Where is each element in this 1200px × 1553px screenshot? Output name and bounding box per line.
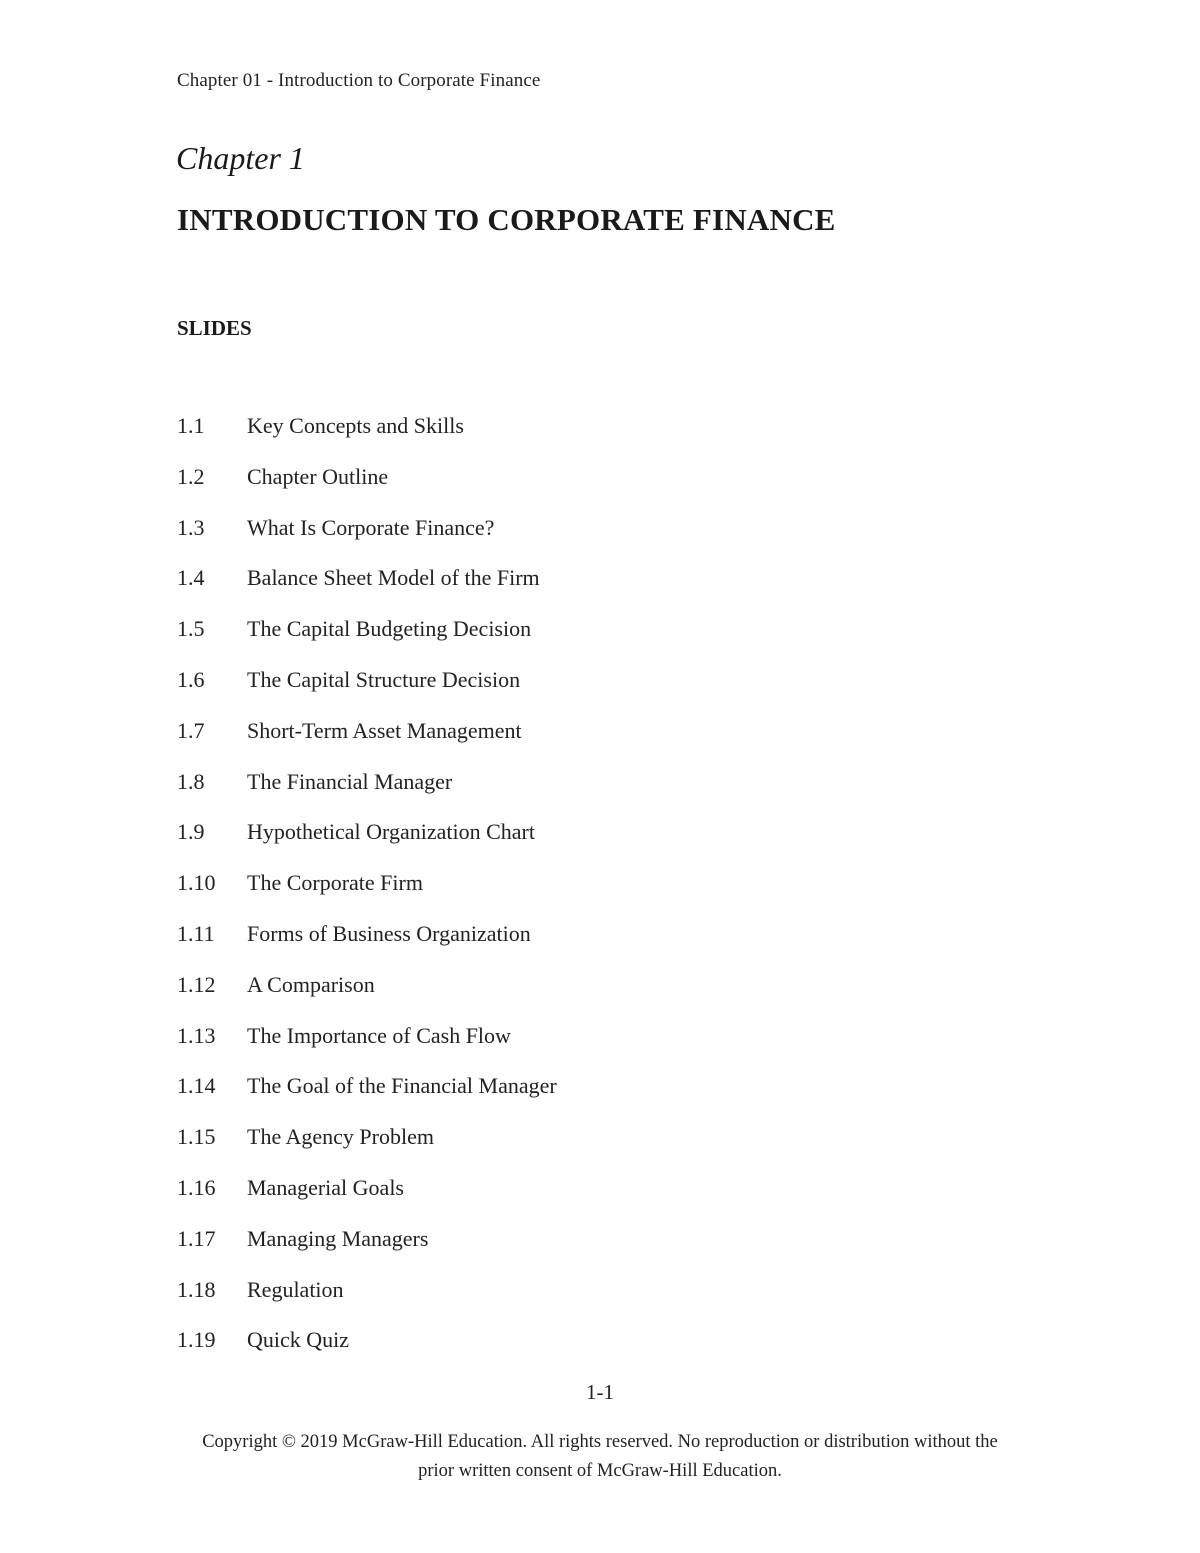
slide-number: 1.17 <box>177 1225 216 1251</box>
running-header: Chapter 01 - Introduction to Corporate Finance <box>177 70 541 91</box>
slide-title: The Capital Budgeting Decision <box>247 616 532 642</box>
chapter-title: INTRODUCTION TO CORPORATE FINANCE <box>177 202 836 237</box>
slide-number: 1.6 <box>177 666 205 692</box>
slide-title: The Capital Structure Decision <box>247 666 521 692</box>
slide-title: Managing Managers <box>247 1225 429 1251</box>
slide-title: Hypothetical Organization Chart <box>247 819 535 845</box>
slide-title: The Importance of Cash Flow <box>247 1022 511 1048</box>
copyright-notice <box>100 1428 1100 1486</box>
copyright-line-1: Copyright © 2019 McGraw-Hill Education. All rights reserved. No reproduction or distribution without the <box>202 1432 998 1452</box>
slide-number: 1.14 <box>177 1073 216 1099</box>
list-item <box>177 667 557 718</box>
list-item <box>177 1327 557 1378</box>
list-item <box>177 1124 557 1175</box>
slide-number: 1.11 <box>177 920 215 946</box>
list-item <box>177 921 557 972</box>
slide-title: Balance Sheet Model of the Firm <box>247 565 540 591</box>
copyright-line-2: prior written consent of McGraw-Hill Education. <box>418 1461 782 1481</box>
slide-number: 1.3 <box>177 514 205 540</box>
slides-heading: SLIDES <box>177 316 252 340</box>
slide-number: 1.9 <box>177 819 205 845</box>
slide-title: The Agency Problem <box>247 1124 434 1150</box>
slide-title: A Comparison <box>247 971 375 997</box>
list-item <box>177 1023 557 1074</box>
slide-number: 1.4 <box>177 565 205 591</box>
slide-title: Quick Quiz <box>247 1327 350 1353</box>
list-item <box>177 870 557 921</box>
list-item <box>177 1277 557 1328</box>
slide-number: 1.1 <box>177 413 205 438</box>
slide-title: Managerial Goals <box>247 1174 404 1200</box>
slide-title: Key Concepts and Skills <box>247 413 464 438</box>
slide-title: The Goal of the Financial Manager <box>247 1073 557 1099</box>
slide-number: 1.7 <box>177 717 205 743</box>
slide-number: 1.2 <box>177 463 205 489</box>
slide-number: 1.19 <box>177 1327 216 1353</box>
slide-title: The Corporate Firm <box>247 870 423 896</box>
slide-number: 1.8 <box>177 768 205 794</box>
page-number-text: 1-1 <box>586 1380 614 1404</box>
list-item <box>177 1175 557 1226</box>
slide-number: 1.10 <box>177 870 216 896</box>
chapter-label: Chapter 1 <box>176 140 305 176</box>
slide-number: 1.16 <box>177 1174 216 1200</box>
slide-title: What Is Corporate Finance? <box>247 514 495 540</box>
list-item <box>177 464 557 515</box>
list-item <box>177 565 557 616</box>
slide-number: 1.13 <box>177 1022 216 1048</box>
page-number <box>0 1380 1200 1405</box>
list-item <box>177 413 557 464</box>
list-item <box>177 718 557 769</box>
slide-title: The Financial Manager <box>247 768 453 794</box>
slides-list <box>177 413 557 1378</box>
slide-title: Forms of Business Organization <box>247 920 531 946</box>
list-item <box>177 1226 557 1277</box>
list-item <box>177 515 557 566</box>
list-item <box>177 769 557 820</box>
slide-number: 1.5 <box>177 616 205 642</box>
slide-title: Regulation <box>247 1276 344 1302</box>
list-item <box>177 616 557 667</box>
slide-title: Short-Term Asset Management <box>247 717 522 743</box>
slide-number: 1.15 <box>177 1124 216 1150</box>
list-item <box>177 819 557 870</box>
slide-title: Chapter Outline <box>247 463 389 489</box>
list-item <box>177 1073 557 1124</box>
list-item <box>177 972 557 1023</box>
slide-number: 1.12 <box>177 971 216 997</box>
slide-number: 1.18 <box>177 1276 216 1302</box>
